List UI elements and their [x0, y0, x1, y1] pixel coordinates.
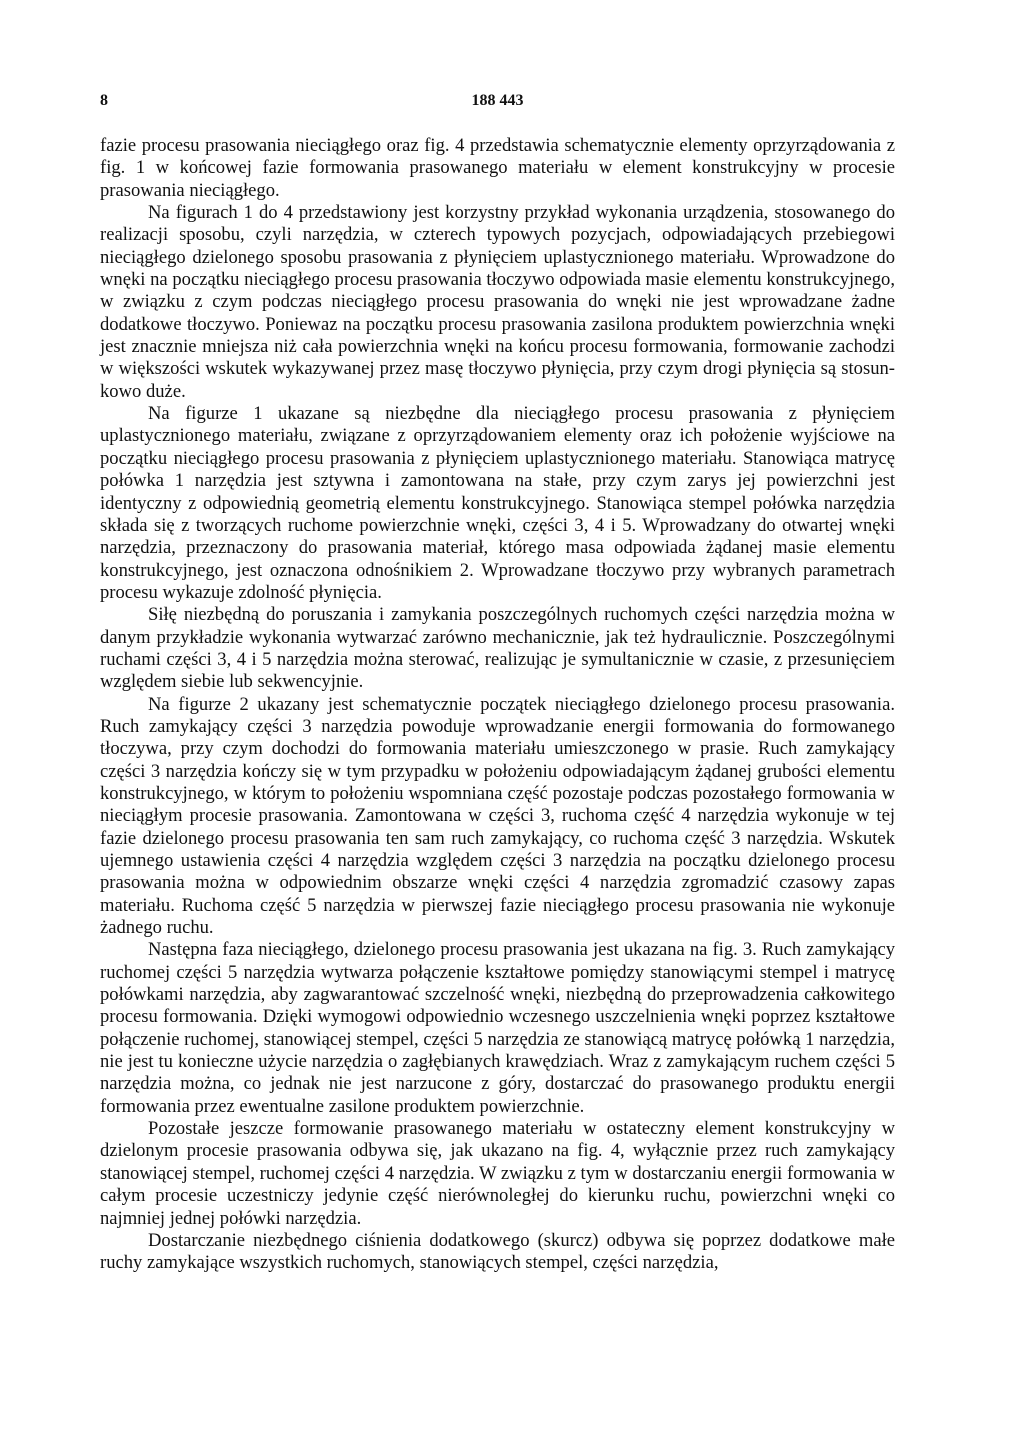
document-page [100, 92, 895, 1275]
paragraph: Na figurze 1 ukazane są niezbędne dla nieciągłego procesu prasowania z płynięciem uplastycznionego materiału, związane z oprzyrządowaniem elementy oraz ich położenie wyjściowe na początku nieciągłego procesu prasowania z płynięciem uplastycznionego materiału. Stanowiąca matrycę połówka 1 narzędzia jest sztywna i zamontowana na stałe, przy czym zarys jej powierzchni jest identyczny z odpowiednią geometrią elementu konstrukcyjnego. Stanowiąca stempel połówka narzędzia składa się z tworzących ruchome powierzchnie wnęki, części 3, 4 i 5. Wprowadzany do otwartej wnęki narzędzia, przeznaczony do prasowania materiał, którego masa odpowiada żądanej masie elementu konstrukcyjnego, jest oznaczona odnośnikiem 2. Wprowadzane tłoczywo przy wybranych parametrach procesu wykazuje zdolność płynięcia. [100, 403, 895, 603]
paragraph: Pozostałe jeszcze formowanie prasowanego materiału w ostateczny element konstrukcyjny w dzielonym procesie prasowania odbywa się, jak ukazano na fig. 4, wyłącznie przez ruch zamykający stanowiącej stempel, ruchomej części 4 narzędzia. W związku z tym w dostarczaniu energii formowania w całym procesie uczestniczy jedynie część nierównoległej do kierunku ruchu, powierzchni wnęki co najmniej jednej połówki narzędzia. [100, 1118, 895, 1229]
page-number: 8 [100, 92, 108, 109]
paragraph: Na figurach 1 do 4 przedstawiony jest korzystny przykład wykonania urządzenia, stosowanego do realizacji sposobu, czyli narzędzia, w czterech typowych pozycjach, odpowiadających przebiegowi nieciągłego dzielonego sposobu prasowania z płynięciem uplastycznionego materiału. Wprowadzone do wnęki na początku nieciągłego procesu prasowania tłoczywo odpowiada masie elementu konstrukcyjnego, w związku z czym podczas nieciągłego procesu prasowania do wnęki nie jest wprowadzane żadne dodatkowe tłoczywo. Poniewaz na początku procesu prasowania zasilona produktem powierzchnia wnęki jest znacznie mniejsza niż cała powierzchnia wnęki na końcu procesu formowania, formowanie zachodzi w większości wskutek wykazywanej przez masę tłoczywo płynięcia, przy czym drogi płynięcia są stosunkowo duże. [100, 202, 895, 402]
paragraph: Na figurze 2 ukazany jest schematycznie początek nieciągłego dzielonego procesu prasowania. Ruch zamykający części 3 narzędzia powoduje wprowadzanie energii formowania do formowanego tłoczywa, przy czym dochodzi do formowania materiału umieszczonego w prasie. Ruch zamykający części 3 narzędzia kończy się w tym przypadku w położeniu odpowiadającym żądanej grubości elementu konstrukcyjnego, w którym to położeniu wspomniana część pozostaje podczas pozostałego formowania w nieciągłym procesie prasowania. Zamontowana w części 3, ruchoma część 4 narzędzia wykonuje w tej fazie dzielonego procesu prasowania ten sam ruch zamykający, co ruchoma część 3 narzędzia. Wskutek ujemnego ustawienia części 4 narzędzia względem części 3 narzędzia na początku dzielonego procesu prasowania można w odpowiednim obszarze wnęki części 4 narzędzia zgromadzić czasowy zapas materiału. Ruchoma część 5 narzędzia w pierwszej fazie nieciągłego procesu prasowania nie wykonuje żadnego ruchu. [100, 693, 895, 939]
page-header [100, 92, 895, 120]
document-number: 188 443 [471, 92, 524, 109]
paragraph: Następna faza nieciągłego, dzielonego procesu prasowania jest ukazana na fig. 3. Ruch zamykający ruchomej części 5 narzędzia wytwarza połączenie kształtowe pomiędzy stanowiącymi stempel i matrycę połówkami narzędzia, aby zagwarantować szczelność wnęki, niezbędną do przeprowadzenia całkowitego procesu formowania. Dzięki wymogowi odpowiednio wczesnego uszczelnienia wnęki poprzez kształtowe połączenie ruchomej, stanowiącej stempel, części 5 narzędzia ze stanowiącą matrycę połówką 1 narzędzia, nie jest tu konieczne użycie narzędzia o zagłębianych krawędziach. Wraz z zamykającym ruchem części 5 narzędzia można, co jednak nie jest narzucone z góry, dostarczać do prasowanego produktu energii formowania przez ewentualne zasilone produktem powierzchnie. [100, 939, 895, 1117]
paragraph: Dostarczanie niezbędnego ciśnienia dodatkowego (skurcz) odbywa się poprzez dodatkowe małe ruchy zamykające wszystkich ruchomych, stanowiących stempel, części narzędzia, [100, 1229, 895, 1274]
paragraph: Siłę niezbędną do poruszania i zamykania poszczególnych ruchomych części narzędzia można w danym przykładzie wykonania wytwarzać zarówno mechanicznie, jak też hydraulicznie. Poszczególnymi ruchami części 3, 4 i 5 narzędzia można sterować, realizując je symultanicznie w czasie, z przesunięciem względem siebie lub sekwencyjnie. [100, 604, 895, 693]
paragraph: fazie procesu prasowania nieciągłego oraz fig. 4 przedstawia schematycznie elementy oprzyrządowania z fig. 1 w końcowej fazie formowania prasowanego materiału w element konstrukcyjny w procesie prasowania nieciągłego. [100, 135, 895, 201]
body-text [100, 135, 895, 1275]
